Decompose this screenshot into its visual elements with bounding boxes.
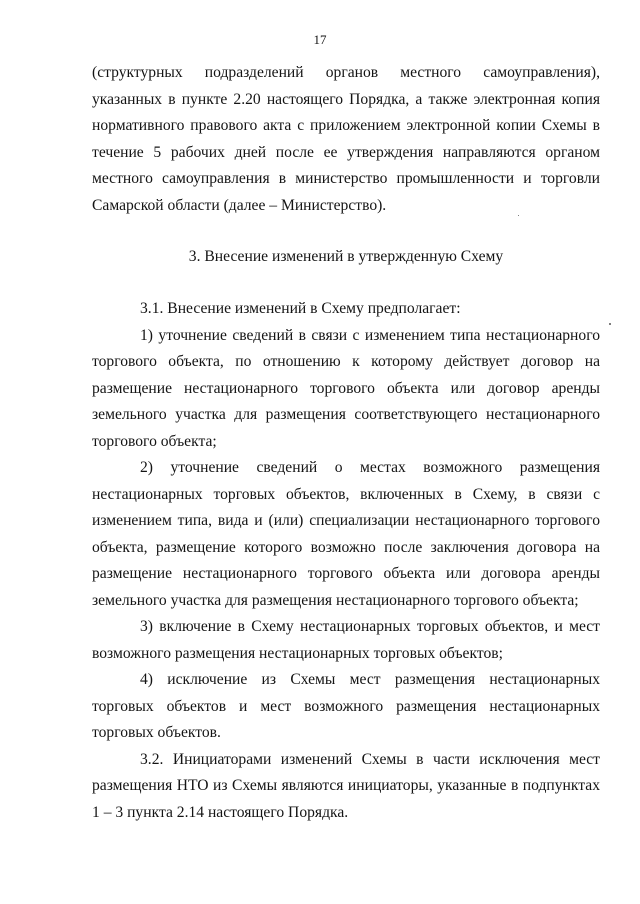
paragraph: 3.2. Инициаторами изменений Схемы в части исключения мест размещения НТО из Схемы являются инициаторы, указанные в подпунктах 1 – 3 пункта 2.14 настоящего Порядка. [92,750,600,821]
scan-speck [518,215,519,216]
paragraph: (структурных подразделений органов местного самоуправления), указанных в пункте 2.20 настоящего Порядка, а также электронная копия нормативного правового акта с приложением электронной копии Схемы в течение 5 рабочих дней после ее утверждения направляются органом местного самоуправления в министерство промышленности и торговли Самарской области (далее – Министерство). [92,64,600,214]
list-item: 4) исключение из Схемы мест размещения нестационарных торговых объектов и мест возможного размещения нестационарных торговых объектов. [92,671,600,741]
scan-speck [609,323,611,325]
list-item: 2) уточнение сведений о местах возможного размещения нестационарных торговых объектов, включенных в Схему, в связи с изменением типа, вида и (или) специализации нестационарного торгового объекта, размещение которого возможно после заключения договора на размещение нестационарного торгового объекта или договора аренды земельного участка для размещения нестационарного торгового объекта; [92,459,600,609]
paragraph: 3.1. Внесение изменений в Схему предполагает: [140,300,461,317]
section-body [92,296,600,826]
section-heading: 3. Внесение изменений в утвержденную Схему [188,248,504,265]
list-item: 3) включение в Схему нестационарных торговых объектов, и мест возможного размещения нестационарных торговых объектов; [92,618,600,662]
list-item: 1) уточнение сведений в связи с изменением типа нестационарного торгового объекта, по отношению к которому действует договор на размещение нестационарного торгового объекта или договор аренды земельного участка для размещения соответствующего нестационарного торгового объекта; [92,326,600,450]
page-number: 17 [313,32,327,47]
continuation-paragraph-block [92,60,600,219]
